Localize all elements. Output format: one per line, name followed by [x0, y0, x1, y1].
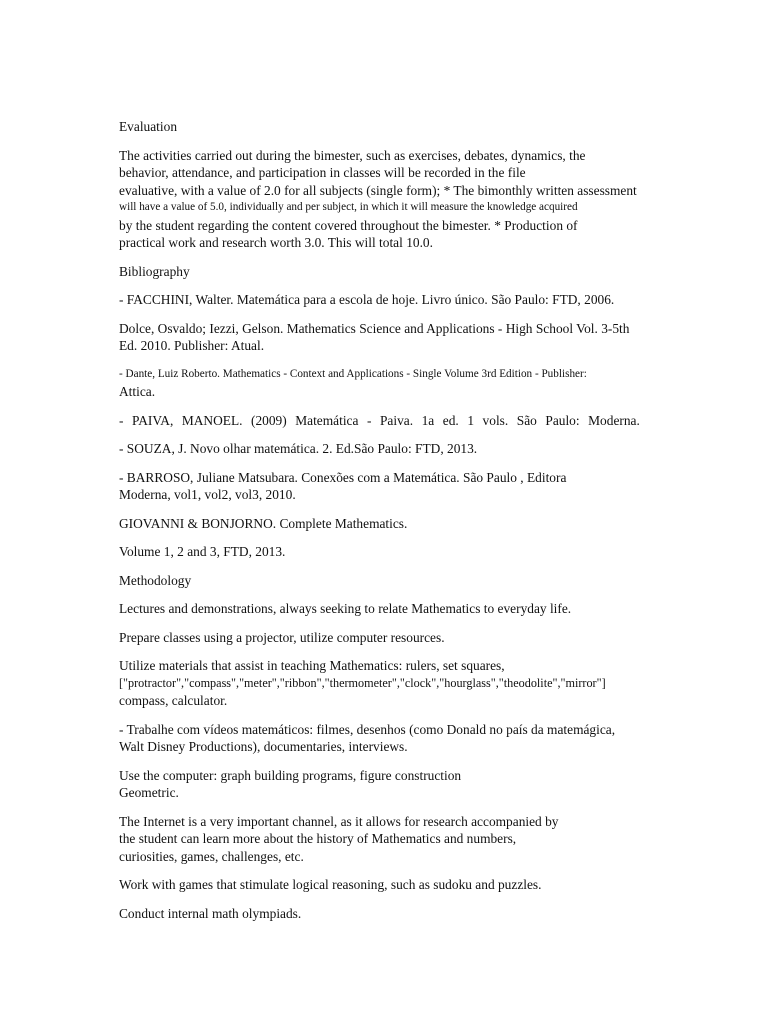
methodology-paragraph: [119, 813, 679, 866]
methodology-line: the student can learn more about the history of Mathematics and numbers,: [119, 831, 517, 846]
bibliography-entry: [119, 291, 679, 309]
evaluation-line: practical work and research worth 3.0. This will total 10.0.: [119, 235, 433, 250]
justified-word: Paiva.: [379, 412, 414, 428]
methodology-line: Conduct internal math olympiads.: [119, 905, 302, 921]
bibliography-line: - Dante, Luiz Roberto. Mathematics - Context and Applications - Single Volume 3rd Edition - Publisher:: [119, 367, 587, 380]
bibliography-entry: [119, 320, 679, 355]
evaluation-paragraph: [119, 147, 679, 252]
bibliography-line: Moderna, vol1, vol2, vol3, 2010.: [119, 487, 296, 502]
methodology-paragraph: [119, 767, 679, 802]
justified-word: ed.: [442, 412, 459, 428]
bibliography-line: Dolce, Osvaldo; Iezzi, Gelson. Mathematics Science and Applications - High School Vol. 3-5th: [119, 320, 630, 336]
methodology-section: [119, 572, 679, 590]
methodology-paragraph: [119, 600, 679, 618]
bibliography-line: Ed. 2010. Publisher: Atual.: [119, 338, 265, 353]
justified-word: Matemática: [295, 412, 359, 428]
evaluation-line: will have a value of 5.0, individually and per subject, in which it will measure the knowledge acquired: [119, 201, 578, 213]
methodology-paragraph: [119, 629, 679, 647]
methodology-line: Prepare classes using a projector, utilize computer resources.: [119, 629, 445, 645]
justified-word: PAIVA,: [132, 412, 174, 428]
bibliography-line: - SOUZA, J. Novo olhar matemática. 2. Ed.São Paulo: FTD, 2013.: [119, 441, 478, 456]
evaluation-heading: Evaluation: [119, 119, 178, 134]
methodology-paragraph: [119, 657, 679, 710]
evaluation-section: [119, 118, 679, 136]
document-page: [119, 118, 679, 933]
justified-word: Paulo:: [545, 412, 580, 428]
bibliography-entry: [119, 543, 679, 561]
methodology-line: ["protractor","compass","meter","ribbon","thermometer","clock","hourglass","theodolite","mirror"]: [119, 675, 606, 690]
justified-word: -: [119, 412, 124, 428]
methodology-line: The Internet is a very important channel, as it allows for research accompanied by: [119, 813, 559, 829]
bibliography-section: [119, 263, 679, 281]
bibliography-entry: [119, 366, 679, 401]
evaluation-line: The activities carried out during the bimester, such as exercises, debates, dynamics, the: [119, 147, 586, 163]
evaluation-line: evaluative, with a value of 2.0 for all subjects (single form); * The bimonthly written assessment: [119, 182, 637, 198]
methodology-line: Geometric.: [119, 785, 179, 800]
methodology-line: Work with games that stimulate logical reasoning, such as sudoku and puzzles.: [119, 877, 542, 892]
justified-word: (2009): [251, 412, 287, 428]
justified-word: -: [366, 412, 372, 428]
justified-word: São: [516, 412, 537, 428]
methodology-line: Lectures and demonstrations, always seeking to relate Mathematics to everyday life.: [119, 601, 572, 616]
justified-word: 1: [467, 412, 475, 428]
methodology-line: compass, calculator.: [119, 693, 228, 708]
justified-word: MANOEL.: [181, 412, 243, 428]
methodology-paragraph: [119, 905, 679, 923]
methodology-line: Use the computer: graph building programs, figure construction: [119, 767, 462, 783]
methodology-line: Utilize materials that assist in teaching Mathematics: rulers, set squares,: [119, 658, 505, 673]
justified-word: 1a: [421, 412, 435, 428]
bibliography-line: Volume 1, 2 and 3, FTD, 2013.: [119, 544, 286, 559]
bibliography-entry: [119, 412, 679, 430]
bibliography-line: - FACCHINI, Walter. Matemática para a escola de hoje. Livro único. São Paulo: FTD, 2006.: [119, 292, 615, 307]
methodology-line: curiosities, games, challenges, etc.: [119, 848, 304, 864]
bibliography-entry: [119, 469, 679, 504]
justified-word: vols.: [482, 412, 509, 428]
bibliography-entry: [119, 515, 679, 533]
methodology-heading: Methodology: [119, 572, 192, 588]
evaluation-line: by the student regarding the content covered throughout the bimester. * Production of: [119, 217, 578, 233]
bibliography-line: GIOVANNI & BONJORNO. Complete Mathematics.: [119, 515, 408, 531]
bibliography-line: Attica.: [119, 384, 156, 399]
evaluation-line: behavior, attendance, and participation in classes will be recorded in the file: [119, 165, 526, 180]
methodology-paragraph: [119, 876, 679, 894]
bibliography-line-justified: [119, 412, 640, 430]
justified-word: Moderna.: [588, 412, 640, 428]
bibliography-heading: Bibliography: [119, 263, 190, 279]
methodology-line: - Trabalhe com vídeos matemáticos: filmes, desenhos (como Donald no país da matemágica,: [119, 721, 616, 737]
methodology-line: Walt Disney Productions), documentaries, interviews.: [119, 739, 408, 754]
bibliography-line: - BARROSO, Juliane Matsubara. Conexões com a Matemática. São Paulo , Editora: [119, 469, 567, 485]
bibliography-entry: [119, 440, 679, 458]
methodology-paragraph: [119, 721, 679, 756]
